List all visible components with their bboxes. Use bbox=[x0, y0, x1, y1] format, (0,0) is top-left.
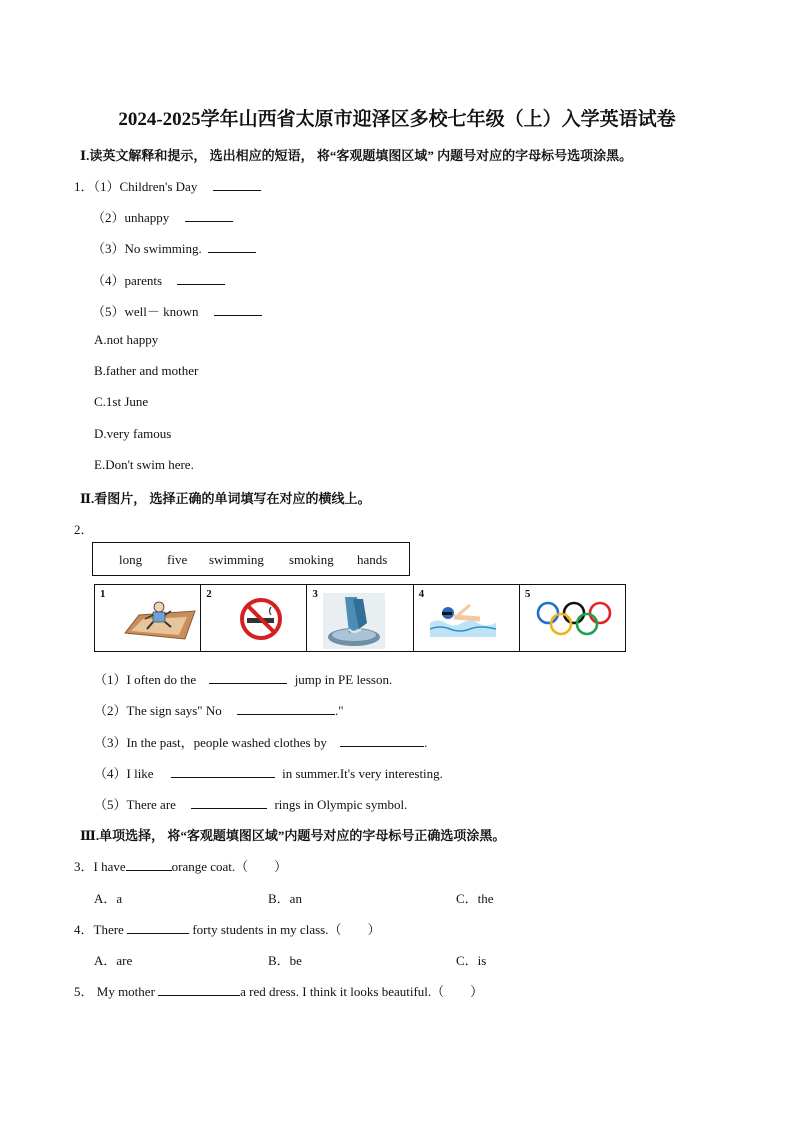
sentence-text: （2）The sign says" No bbox=[94, 703, 222, 718]
choice-b[interactable]: B．an bbox=[268, 891, 302, 906]
question-number: 2． bbox=[74, 522, 94, 537]
choice-a[interactable]: A．are bbox=[94, 953, 133, 968]
match-row-2 bbox=[92, 207, 233, 226]
fill-sentence-5 bbox=[94, 794, 407, 813]
picture-cell-5 bbox=[520, 585, 625, 651]
match-item: （4）parents bbox=[92, 273, 163, 288]
fill-sentence-1 bbox=[94, 669, 392, 688]
question-number: 5． bbox=[74, 984, 94, 999]
sentence-text: ." bbox=[334, 703, 344, 718]
picture-cell-1 bbox=[95, 585, 201, 651]
question-text: There bbox=[93, 922, 124, 937]
match-row-5 bbox=[92, 301, 262, 320]
answer-blank[interactable] bbox=[214, 304, 262, 316]
question-text: orange coat.（ ） bbox=[171, 859, 288, 874]
choice-c[interactable]: C．is bbox=[456, 953, 487, 968]
answer-blank[interactable] bbox=[127, 922, 189, 934]
sentence-text: （3）In the past，people washed clothes by bbox=[94, 735, 327, 750]
match-item: （5）well－ known bbox=[92, 304, 199, 319]
match-item: （3）No swimming. bbox=[92, 241, 202, 256]
section1-heading: Ⅰ.读英文解释和提示， 选出相应的短语， 将“客观题填图区域” 内题号对应的字母标号选项涂黑。 bbox=[80, 148, 633, 163]
match-row-3 bbox=[92, 238, 256, 257]
option-e: E.Don't swim here. bbox=[94, 457, 194, 472]
swimmer-icon bbox=[430, 599, 496, 637]
picture-cell-3 bbox=[307, 585, 413, 651]
word-bank-item: five bbox=[167, 552, 188, 567]
choice-c[interactable]: C．the bbox=[456, 891, 494, 906]
answer-blank[interactable] bbox=[340, 735, 424, 747]
question-3 bbox=[74, 856, 287, 875]
picture-number: 5 bbox=[524, 588, 531, 600]
question-text: a red dress. I think it looks beautiful.（ ） bbox=[240, 984, 484, 999]
picture-number: 3 bbox=[312, 588, 318, 600]
answer-blank[interactable] bbox=[185, 210, 233, 222]
question-4 bbox=[74, 919, 380, 938]
answer-blank[interactable] bbox=[209, 672, 287, 684]
section3-heading: Ⅲ.单项选择， 将“客观题填图区域”内题号对应的字母标号正确选项涂黑。 bbox=[80, 828, 506, 843]
olympic-rings-icon bbox=[534, 599, 614, 639]
option-a: A.not happy bbox=[94, 332, 159, 347]
answer-blank[interactable] bbox=[171, 766, 275, 778]
answer-blank[interactable] bbox=[213, 179, 261, 191]
word-bank bbox=[92, 542, 410, 576]
sentence-text: （1）I often do the bbox=[94, 672, 197, 687]
section2-heading: Ⅱ.看图片， 选择正确的单词填写在对应的横线上。 bbox=[80, 491, 371, 506]
sentence-text: rings in Olympic symbol. bbox=[274, 797, 408, 812]
no-smoking-icon bbox=[239, 597, 283, 641]
choice-a[interactable]: A．a bbox=[94, 891, 123, 906]
question-number: 4． bbox=[74, 922, 94, 937]
sentence-text: jump in PE lesson. bbox=[294, 672, 393, 687]
match-row-4 bbox=[92, 270, 225, 289]
word-bank-item: smoking bbox=[289, 552, 334, 567]
option-d: D.very famous bbox=[94, 426, 172, 441]
match-item: （2）unhappy bbox=[92, 210, 170, 225]
sentence-text: （4）I like bbox=[94, 766, 154, 781]
question-number: 1． bbox=[74, 179, 94, 194]
answer-blank[interactable] bbox=[191, 797, 267, 809]
question-text: My mother bbox=[96, 984, 155, 999]
picture-cell-2 bbox=[201, 585, 307, 651]
question-5 bbox=[74, 981, 483, 1000]
answer-blank[interactable] bbox=[237, 703, 335, 715]
sentence-text: （5）There are bbox=[94, 797, 176, 812]
picture-number: 1 bbox=[100, 588, 106, 600]
option-c: C.1st June bbox=[94, 394, 149, 409]
choice-b[interactable]: B．be bbox=[268, 953, 302, 968]
sentence-text: in summer.It's very interesting. bbox=[282, 766, 443, 781]
question-text: forty students in my class.（ ） bbox=[192, 922, 381, 937]
answer-blank[interactable] bbox=[177, 273, 225, 285]
answer-blank[interactable] bbox=[126, 859, 172, 871]
word-bank-item: hands bbox=[357, 552, 388, 567]
sentence-text: . bbox=[424, 735, 428, 750]
word-bank-item: swimming bbox=[209, 552, 264, 567]
answer-blank[interactable] bbox=[208, 241, 256, 253]
picture-cell-4 bbox=[414, 585, 520, 651]
washing-hands-icon bbox=[323, 593, 385, 649]
question-1 bbox=[74, 176, 261, 195]
question-number: 3． bbox=[74, 859, 94, 874]
picture-table bbox=[94, 584, 626, 652]
picture-number: 2 bbox=[206, 588, 212, 600]
match-item: （1）Children's Day bbox=[93, 179, 198, 194]
fill-sentence-4 bbox=[94, 763, 443, 782]
picture-number: 4 bbox=[418, 588, 425, 600]
word-bank-item: long bbox=[119, 552, 143, 567]
page-title: 2024-2025学年山西省太原市迎泽区多校七年级（上）入学英语试卷 bbox=[118, 109, 676, 130]
long-jump-icon bbox=[119, 593, 199, 647]
fill-sentence-2 bbox=[94, 700, 344, 719]
fill-sentence-3 bbox=[94, 732, 427, 751]
answer-blank[interactable] bbox=[158, 984, 240, 996]
option-b: B.father and mother bbox=[94, 363, 199, 378]
question-text: I have bbox=[93, 859, 126, 874]
